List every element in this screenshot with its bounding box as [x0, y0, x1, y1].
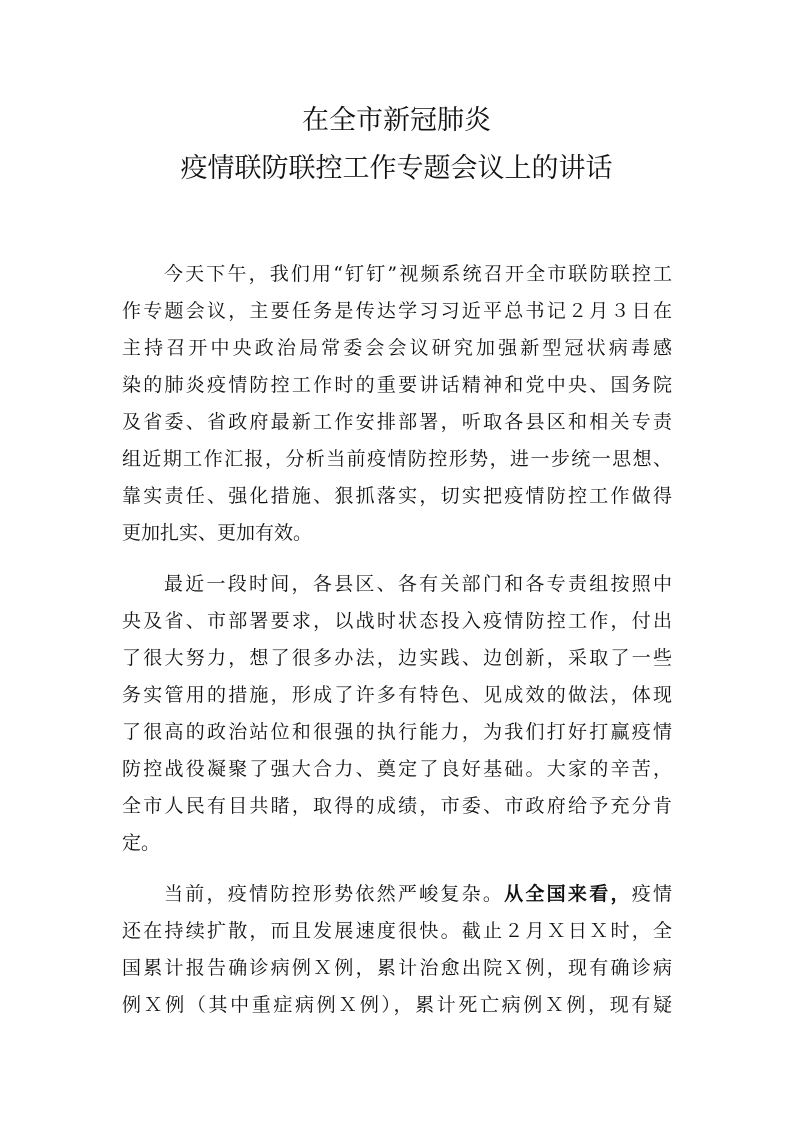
paragraph-2-line-5: 了很高的政治站位和很强的执行能力，为我们打好打赢疫情 [122, 721, 672, 743]
paragraph-1-line-8: 更加扎实、更加有效。 [122, 522, 313, 544]
paragraph-2-line-1: 最近一段时间，各县区、各有关部门和各专责组按照中 [164, 573, 672, 595]
paragraph-1-line-7: 靠实责任、强化措施、狠抓落实，切实把疫情防控工作做得 [122, 485, 672, 507]
paragraph-1-line-4: 染的肺炎疫情防控工作时的重要讲话精神和党中央、国务院 [122, 374, 672, 396]
paragraph-2-line-6: 防控战役凝聚了强大合力、奠定了良好基础。大家的辛苦， [122, 758, 672, 780]
paragraph-3-intro-end: 疫情 [631, 883, 672, 905]
paragraph-1-line-1: 今天下午，我们用“钉钉”视频系统召开全市联防联控工 [164, 263, 672, 285]
document-title-line-1: 在全市新冠肺炎 [302, 105, 491, 136]
paragraph-3-line-1 [164, 882, 672, 906]
paragraph-3-line-3: 国累计报告确诊病例Ｘ例，累计治愈出院Ｘ例，现有确诊病 [122, 957, 672, 979]
paragraph-1-line-6: 组近期工作汇报，分析当前疫情防控形势，进一步统一思想、 [122, 448, 672, 470]
paragraph-2-line-8: 定。 [122, 832, 161, 854]
paragraph-2-line-3: 了很大努力，想了很多办法，边实践、边创新，采取了一些 [122, 647, 672, 669]
paragraph-3-line-2: 还在持续扩散，而且发展速度很快。截止２月Ｘ日Ｘ时，全 [122, 920, 672, 942]
paragraph-3-intro-text: 当前，疫情防控形势依然严峻复杂。 [164, 883, 505, 905]
paragraph-1-line-2: 作专题会议，主要任务是传达学习习近平总书记２月３日在 [122, 300, 672, 322]
paragraph-2-line-4: 务实管用的措施，形成了许多有特色、见成效的做法，体现 [122, 684, 672, 706]
paragraph-3-line-4: 例Ｘ例（其中重症病例Ｘ例），累计死亡病例Ｘ例，现有疑 [122, 994, 672, 1016]
paragraph-1-line-3: 主持召开中央政治局常委会会议研究加强新型冠状病毒感 [122, 337, 672, 359]
paragraph-2-line-2: 央及省、市部署要求，以战时状态投入疫情防控工作，付出 [122, 610, 672, 632]
paragraph-1-line-5: 及省委、省政府最新工作安排部署，听取各县区和相关专责 [122, 411, 672, 433]
document-title-line-2: 疫情联防联控工作专题会议上的讲话 [180, 153, 613, 184]
paragraph-2-line-7: 全市人民有目共睹，取得的成绩，市委、市政府给予充分肯 [122, 795, 672, 817]
paragraph-3-bold-heading: 从全国来看， [504, 883, 632, 905]
